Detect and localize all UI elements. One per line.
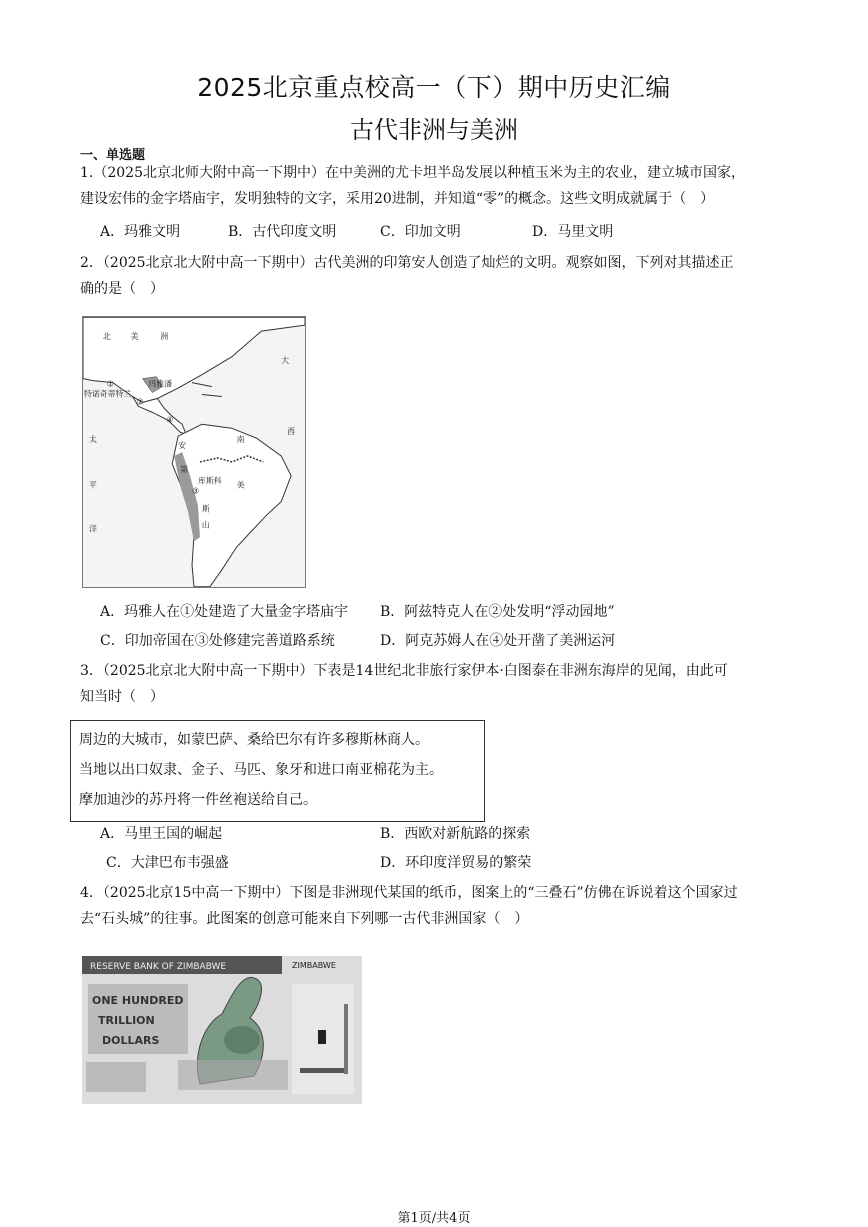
option-b: B．西欧对新航路的探索 [380,826,531,842]
banknote-denom-3: DOLLARS [102,1034,160,1047]
note-line-1: 周边的大城市，如蒙巴萨、桑给巴尔有许多穆斯林商人。 [79,732,429,748]
map-label-atlantic-1: 大 [281,355,290,365]
map-label-andes-1: 安 [178,441,187,451]
map-label-pacific-2: 平 [88,480,97,490]
page-subtitle: 古代非洲与美洲 [350,116,518,144]
map-label-andes-2: 第 [180,464,189,474]
option-c: C．印加帝国在③处修建完善道路系统 [100,633,335,649]
banknote-denom-1: ONE HUNDRED [92,994,184,1007]
option-b: B．阿兹特克人在②处发明“浮动园地” [380,604,615,620]
question-4-line2: 去“石头城”的往事。此图案的创意可能来自下列哪一古代非洲国家（ ） [80,911,529,927]
option-a: A．玛雅人在①处建造了大量金字塔庙宇 [100,604,349,620]
option-d: D．环印度洋贸易的繁荣 [380,855,532,871]
question-3-line1: 3．（2025北京北大附中高一下期中）下表是14世纪北非旅行家伊本·白图泰在非洲东海岸的见闻，由此可 [80,663,728,679]
option-a: A．马里王国的崛起 [100,826,223,842]
section-heading: 一、单选题 [80,148,146,163]
travel-notes-box [70,720,485,822]
map-label-pacific-3: 洋 [88,524,97,534]
map-label-pacific-1: 太 [88,435,97,445]
map-label-atlantic-2: 西 [287,427,296,437]
map-marker-3: ③ [192,486,200,496]
map-label-mei: 美 [130,332,139,342]
note-line-2: 当地以出口奴隶、金子、马匹、象牙和进口南亚棉花为主。 [79,762,443,778]
banknote-image [82,944,362,1104]
banknote-right-text: ZIMBABWE [292,961,336,970]
page-title: 2025北京重点校高一（下）期中历史汇编 [197,73,671,102]
question-4 [80,880,790,932]
option-c: C．大津巴布韦强盛 [106,855,229,871]
map-label-tenochtitlan: 特诺奇蒂特兰 [83,389,132,399]
map-label-north: 北 [102,332,111,342]
option-b: B．古代印度文明 [228,224,337,240]
question-1 [80,160,790,212]
map-marker-1: ① [106,379,114,389]
question-2 [80,250,790,302]
question-1-line1: 1.（2025北京北师大附中高一下期中）在中美洲的尤卡坦半岛发展以种植玉米为主的农业，建立城市国家， [80,165,745,181]
map-label-andes-3: 斯 [201,504,210,514]
question-4-line1: 4．（2025北京15中高一下期中）下图是非洲现代某国的纸币，图案上的“三叠石”仿佛在诉说着这个国家过 [80,885,738,901]
question-2-line1: 2．（2025北京北大附中高一下期中）古代美洲的印第安人创造了灿烂的文明。观察如图，下列对其描述正 [80,255,734,271]
banknote-top-text: RESERVE BANK OF ZIMBABWE [90,962,227,972]
map-label-zhou: 洲 [160,332,169,342]
map-marker-2: ② [136,397,144,407]
map-label-south: 南 [236,435,245,445]
option-c: C．印加文明 [380,224,461,240]
option-a: A．玛雅文明 [100,224,181,240]
question-3 [80,658,790,710]
map-marker-4: ④ [166,415,174,425]
map-label-south-mei: 美 [236,480,245,490]
question-2-line2: 确的是（ ） [80,281,164,297]
americas-map [82,316,306,588]
map-label-andes-4: 山 [201,520,210,530]
map-label-cusco: 库斯科 [197,476,222,486]
option-d: D．马里文明 [532,224,614,240]
caribbean-islands [192,383,222,397]
banknote-denom-2: TRILLION [98,1014,155,1027]
question-3-line2: 知当时（ ） [80,689,164,705]
question-1-line2: 建设宏伟的金字塔庙宇，发明独特的文字，采用20进制，并知道“零”的概念。这些文明成就属于（ ） [80,191,715,207]
map-label-maya: 玛雅潘 [148,379,173,389]
page-footer: 第1页/共4页 [397,1211,471,1226]
option-d: D．阿克苏姆人在④处开凿了美洲运河 [380,633,616,649]
note-line-3: 摩加迪沙的苏丹将一件丝袍送给自己。 [79,792,317,808]
